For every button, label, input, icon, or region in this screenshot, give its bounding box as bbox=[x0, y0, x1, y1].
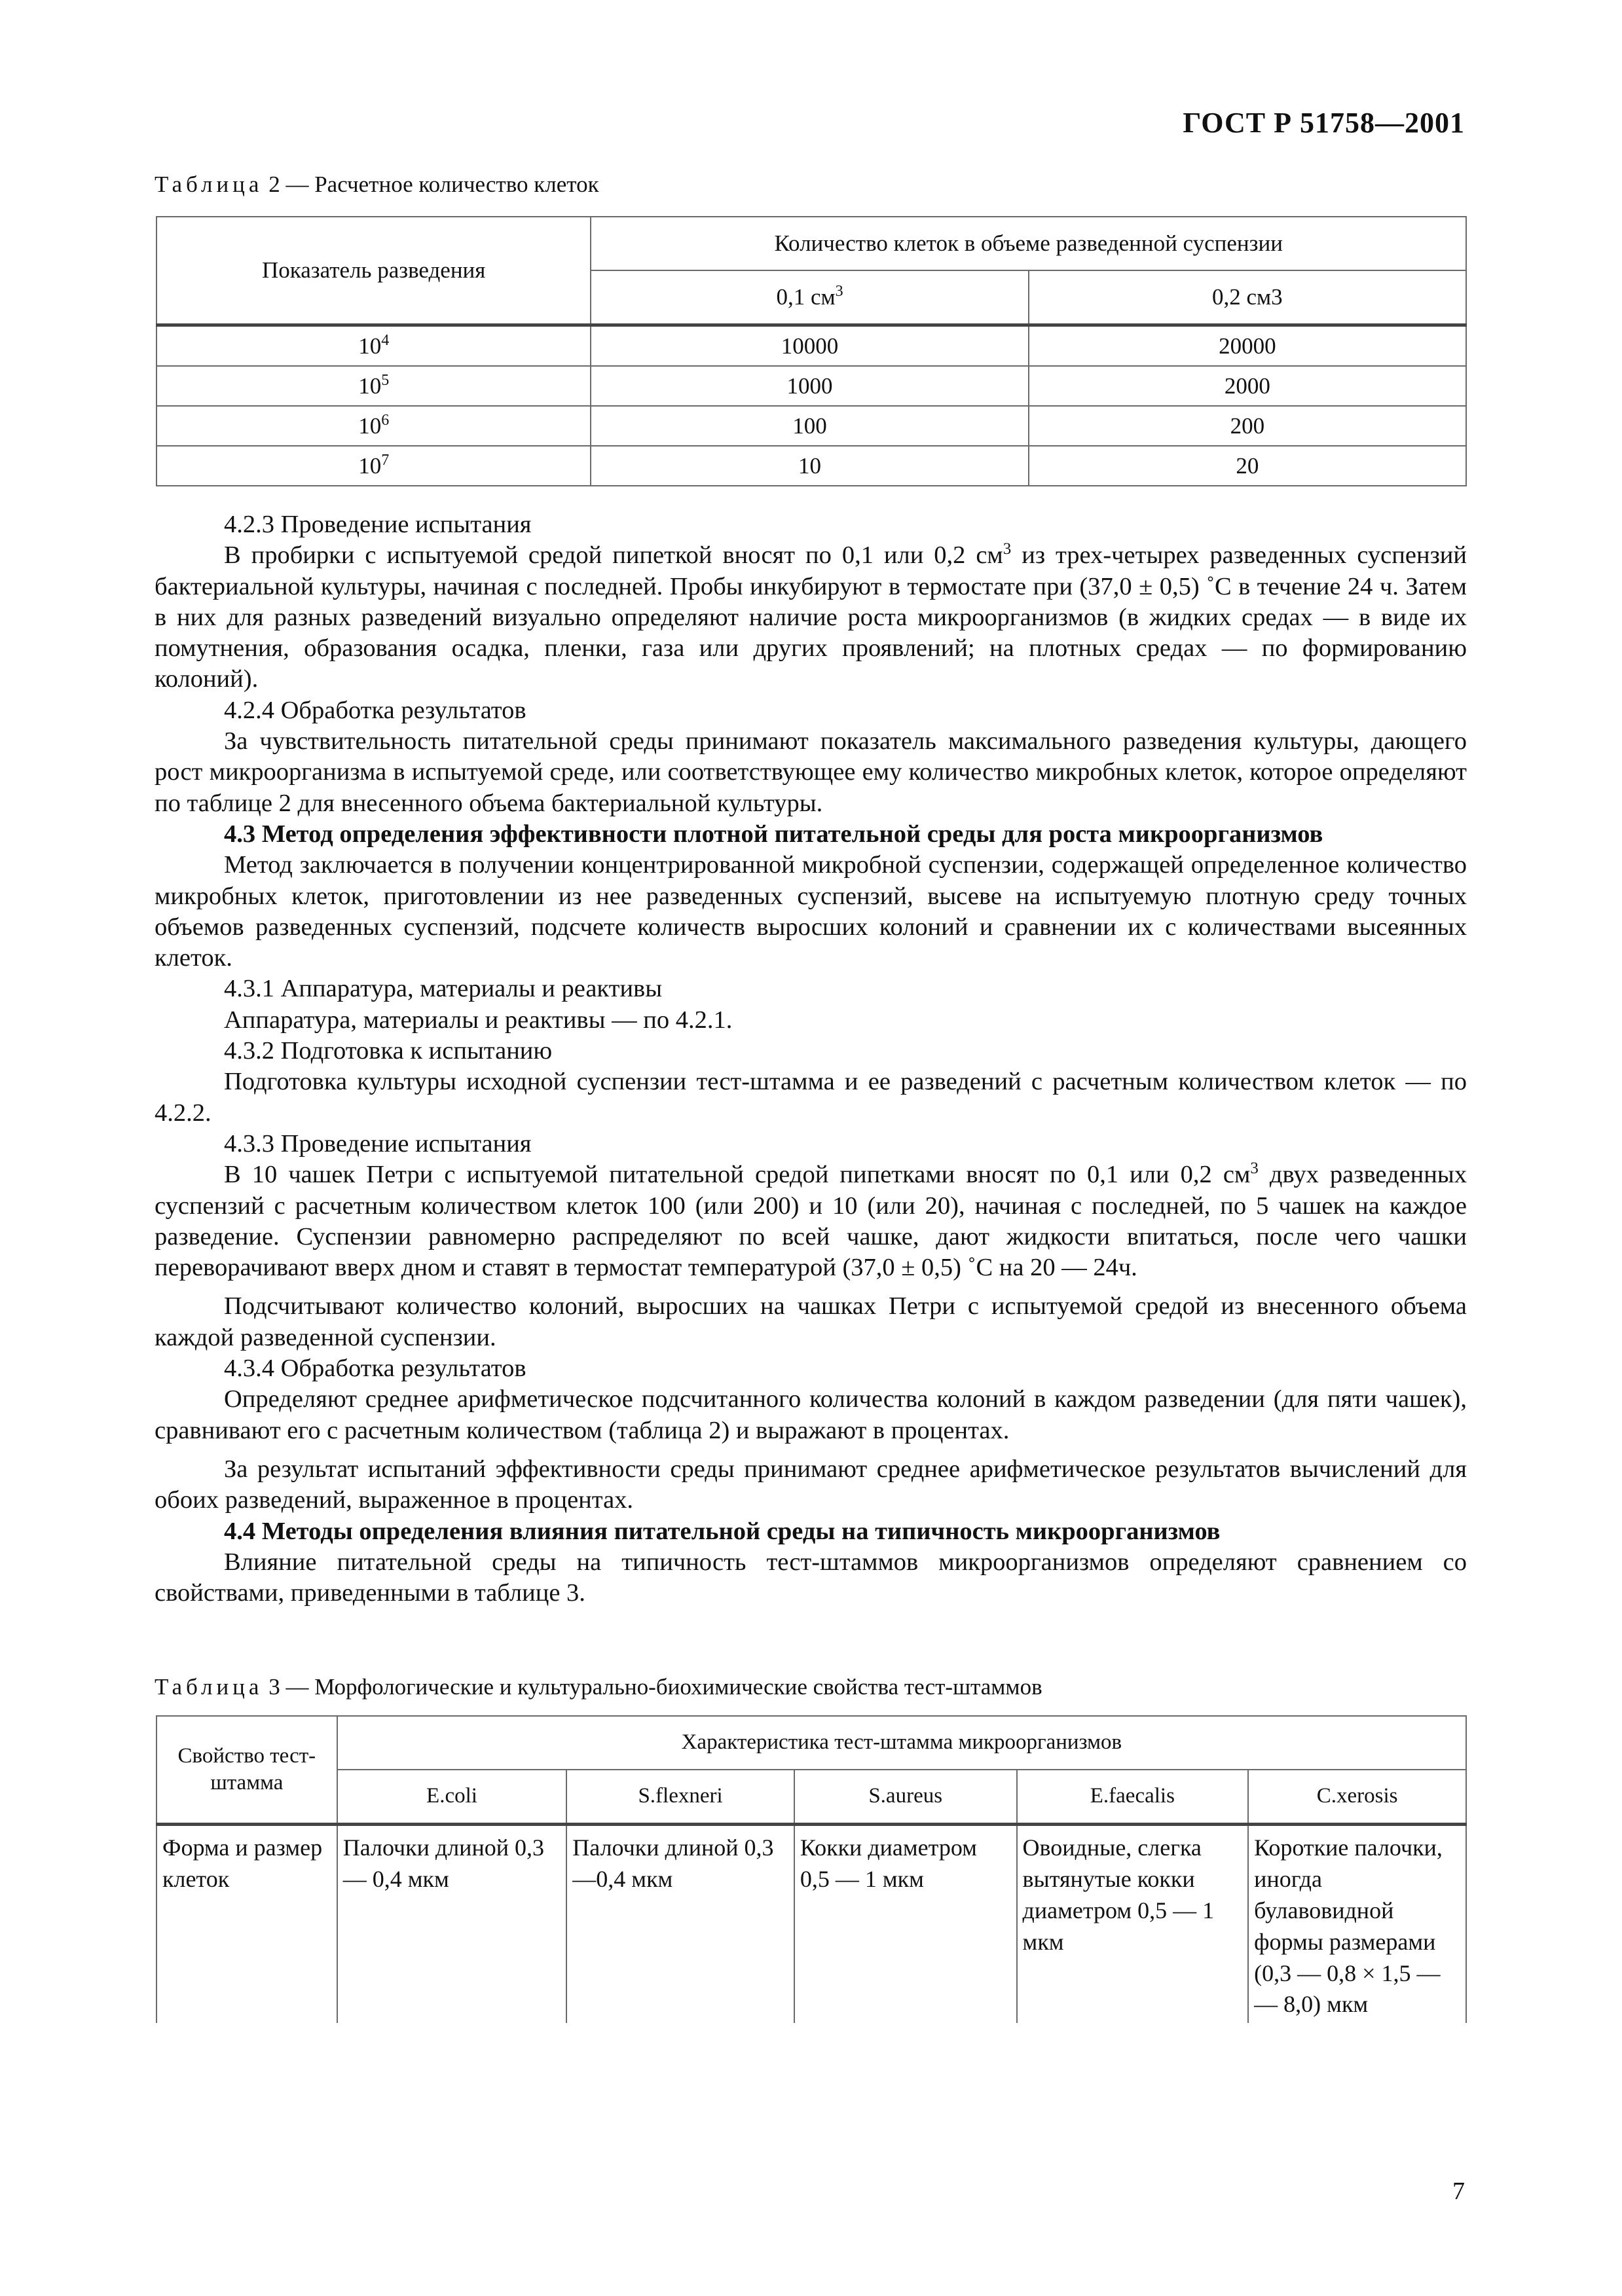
property-cell: Форма и размер клеток bbox=[157, 1825, 337, 2024]
paragraph: За чувствительность питательной среды принимают показатель максимального разведения культуры, дающего рост микроорганизма в испытуемой среде, или соответствующее ему количество микробных клеток, которое определяют по таблице 2 для внесенного объема бактериальной культуры. bbox=[155, 727, 1467, 817]
section-4-2-4-heading: 4.2.4 Обработка результатов bbox=[224, 696, 526, 724]
table-row bbox=[157, 446, 1466, 486]
table3-head-strain: S.flexneri bbox=[566, 1770, 794, 1825]
count-cell: 200 bbox=[1029, 406, 1466, 446]
paragraph: Аппаратура, материалы и реактивы — по 4.2.1. bbox=[224, 1006, 733, 1034]
section-4-3-2-heading: 4.3.2 Подготовка к испытанию bbox=[224, 1037, 553, 1065]
paragraph: Метод заключается в получении концентрированной микробной суспензии, содержащей определенное количество микробных клеток, приготовлении из нее разведенных суспензий, высеве на испытуемую плотную среду точных объемов разведенных суспензий, подсчете количеств выросших колоний и сравнении их с количествами высеянных клеток. bbox=[155, 851, 1467, 972]
table3-head-strain: E.faecalis bbox=[1017, 1770, 1249, 1825]
paragraph: Влияние питательной среды на типичность тест-штаммов микроорганизмов определяют сравнением со свойствами, приведенными в таблице 3. bbox=[155, 1548, 1467, 1607]
count-cell: 10 bbox=[591, 446, 1028, 486]
table-row bbox=[157, 366, 1466, 406]
count-cell: 20 bbox=[1029, 446, 1466, 486]
characteristic-cell: Короткие палочки, иногда булавовидной формы размерами (0,3 — 0,8 × 1,5 — — 8,0) мкм bbox=[1248, 1825, 1466, 2024]
table2-head-volume-2: 0,2 см3 bbox=[1029, 270, 1466, 325]
count-cell: 2000 bbox=[1029, 366, 1466, 406]
paragraph: Подсчитывают количество колоний, выросших на чашках Петри с испытуемой средой из внесенного объема каждой разведенной суспензии. bbox=[155, 1292, 1467, 1351]
document-code: ГОСТ Р 51758—2001 bbox=[1183, 107, 1465, 139]
table2-caption-text: 2 — Расчетное количество клеток bbox=[268, 172, 599, 197]
characteristic-cell: Палочки длиной 0,3 —0,4 мкм bbox=[566, 1825, 794, 2024]
paragraph: В пробирки с испытуемой средой пипеткой вносят по 0,1 или 0,2 $см^3$ из трех-четырех разведенных суспензий бактериальной культуры, начиная с последней. Пробы инкубируют в термостате при (37,0 ± 0,5) ˚С в течение 24 ч. Затем в них для разных разведений визуально определяют наличие роста микроорганизмов (в жидких средах — в виде их помутнения, образования осадка, пленки, газа или других проявлений; на плотных средах — по формированию колоний). bbox=[155, 540, 1467, 693]
section-4-2-3-heading: 4.2.3 Проведение испытания bbox=[224, 511, 532, 538]
table2-caption-label: Таблица bbox=[155, 172, 263, 197]
page-number: 7 bbox=[1452, 2178, 1465, 2205]
table2-head-dilution: Показатель разведения bbox=[157, 217, 591, 325]
dilution-cell: $10^4$ bbox=[157, 325, 591, 367]
table2 bbox=[156, 216, 1467, 486]
table2-head-volume-1: 0,1 $см^3$ bbox=[591, 270, 1028, 325]
paragraph: В 10 чашек Петри с испытуемой питательной средой пипетками вносят по 0,1 или 0,2 $см^3$ двух разведенных суспензий с расчетным количеством клеток 100 (или 200) и 10 (или 20), начиная с последней, по 5 чашек на каждое разведение. Суспензии равномерно распределяют по всей чашке, дают жидкости впитаться, после чего чашки переворачивают вверх дном и ставят в термостат температурой (37,0 ± 0,5) ˚С на 20 — 24ч. bbox=[155, 1159, 1467, 1282]
count-cell: 1000 bbox=[591, 366, 1028, 406]
table-row bbox=[157, 1825, 1466, 2024]
dilution-cell: $10^6$ bbox=[157, 406, 591, 446]
table3-caption bbox=[155, 1674, 1042, 1700]
count-cell: 20000 bbox=[1029, 325, 1466, 367]
table-row bbox=[157, 406, 1466, 446]
dilution-cell: $10^5$ bbox=[157, 366, 591, 406]
section-4-3-1-heading: 4.3.1 Аппаратура, материалы и реактивы bbox=[224, 975, 663, 1003]
table3-head-strain: E.coli bbox=[337, 1770, 567, 1825]
section-4-3-3-heading: 4.3.3 Проведение испытания bbox=[224, 1129, 532, 1157]
count-cell: 100 bbox=[591, 406, 1028, 446]
table3-head-strain: S.aureus bbox=[794, 1770, 1017, 1825]
section-4-4-heading: 4.4 Методы определения влияния питательной среды на типичность микроорганизмов bbox=[224, 1517, 1221, 1545]
table3-head-strain: C.xerosis bbox=[1248, 1770, 1466, 1825]
table-row bbox=[157, 325, 1466, 367]
section-4-3-heading: 4.3 Метод определения эффективности плотной питательной среды для роста микроорганизмов bbox=[224, 820, 1323, 848]
characteristic-cell: Палочки длиной 0,3 — 0,4 мкм bbox=[337, 1825, 567, 2024]
table2-caption bbox=[155, 172, 599, 198]
section-4-3-4-heading: 4.3.4 Обработка результатов bbox=[224, 1355, 526, 1383]
characteristic-cell: Кокки диаметром 0,5 — 1 мкм bbox=[794, 1825, 1017, 2024]
table3-head-property: Свойство тест-штамма bbox=[157, 1716, 337, 1825]
table2-head-cell-count: Количество клеток в объеме разведенной суспензии bbox=[591, 217, 1466, 270]
dilution-cell: $10^7$ bbox=[157, 446, 591, 486]
table3-caption-label: Таблица bbox=[155, 1674, 263, 1700]
body-text bbox=[155, 509, 1467, 1609]
paragraph: Определяют среднее арифметическое подсчитанного количества колоний в каждом разведении (для пяти чашек), сравнивают его с расчетным количеством (таблица 2) и выражают в процентах. bbox=[155, 1385, 1467, 1444]
table3-caption-text: 3 — Морфологические и культурально-биохимические свойства тест-штаммов bbox=[268, 1674, 1042, 1700]
characteristic-cell: Овоидные, слегка вытянутые кокки диаметром 0,5 — 1 мкм bbox=[1017, 1825, 1249, 2024]
paragraph: За результат испытаний эффективности среды принимают среднее арифметическое результатов вычислений для обоих разведений, выраженное в процентах. bbox=[155, 1455, 1467, 1514]
paragraph: Подготовка культуры исходной суспензии тест-штамма и ее разведений с расчетным количеством клеток — по 4.2.2. bbox=[155, 1068, 1467, 1127]
table3 bbox=[156, 1715, 1467, 2023]
count-cell: 10000 bbox=[591, 325, 1028, 367]
table3-head-strain-characteristics: Характеристика тест-штамма микроорганизмов bbox=[337, 1716, 1466, 1770]
